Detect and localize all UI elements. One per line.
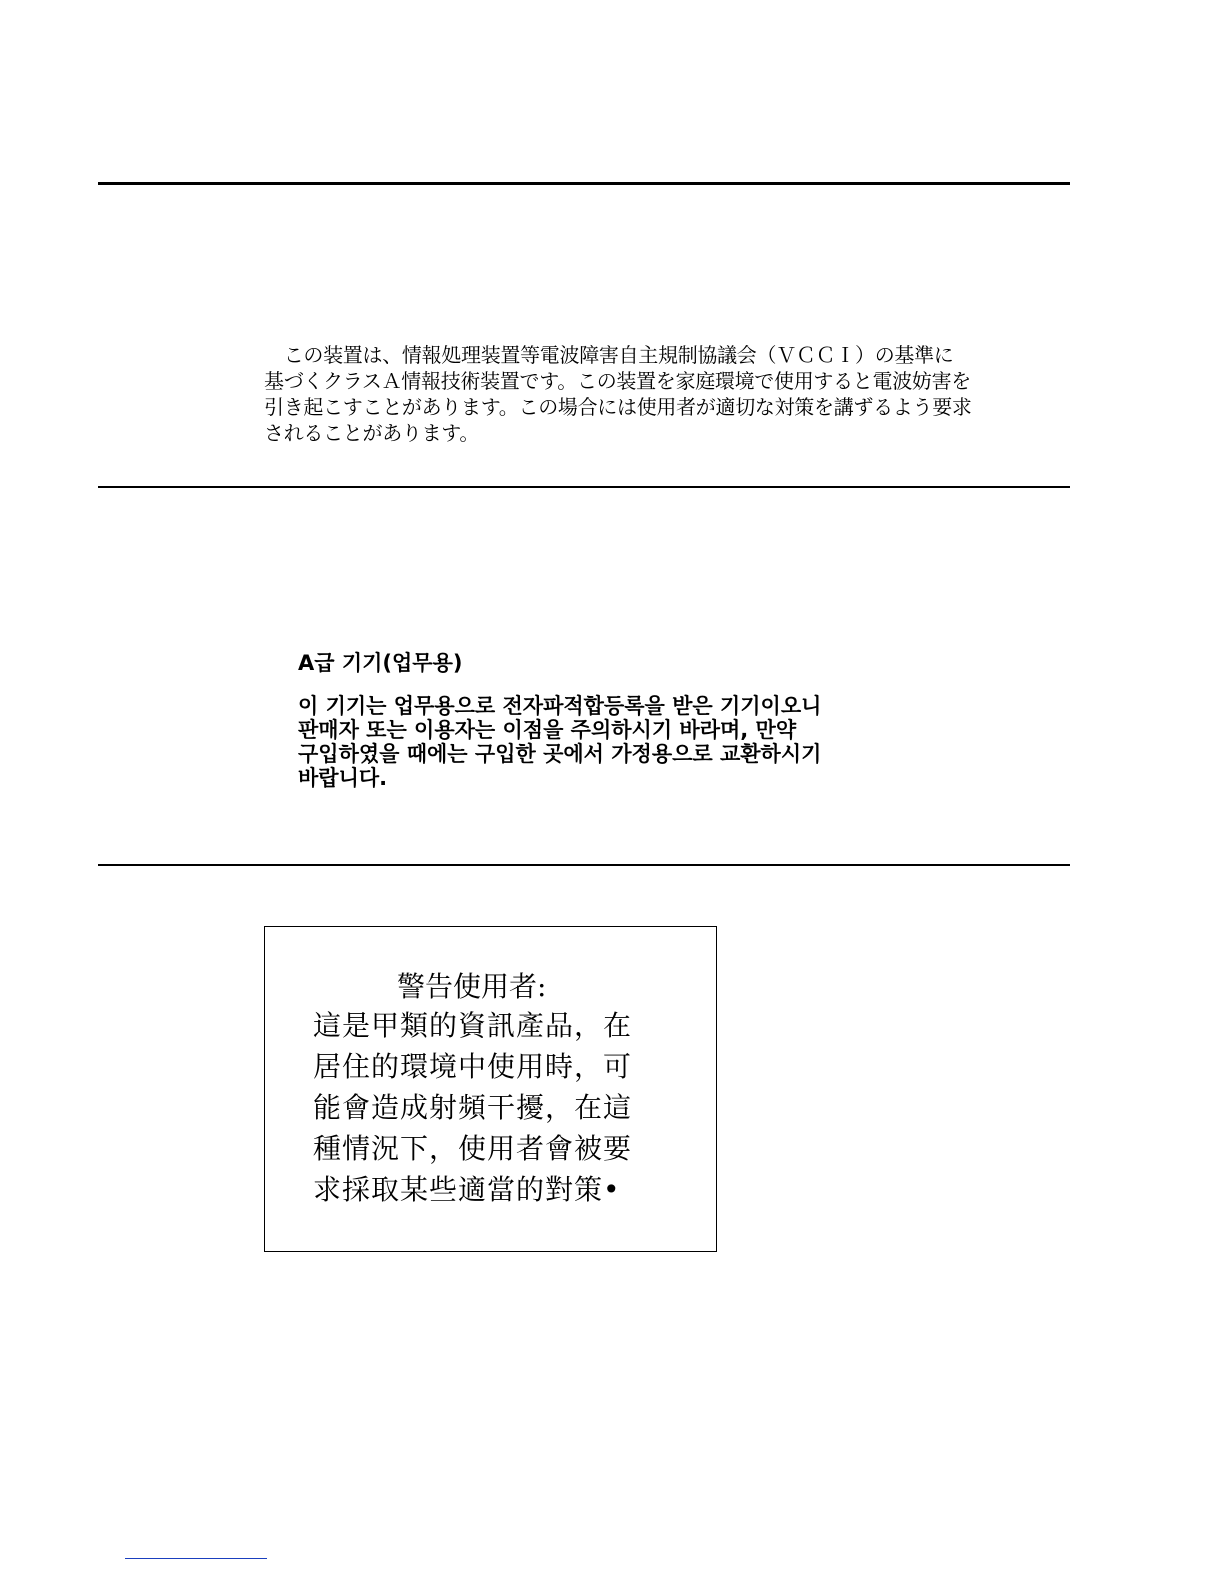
tw-warning-line: 能會造成射頻干擾，在這 bbox=[313, 1091, 633, 1124]
taiwan-warning-box bbox=[264, 926, 717, 1252]
jp-notice-line: 引き起こすことがあります。この場合には使用者が適切な対策を講ずるよう要求 bbox=[264, 395, 972, 419]
kr-notice-line: 판매자 또는 이용자는 이점을 주의하시기 바라며, 만약 bbox=[298, 718, 797, 742]
vcci-japan-notice bbox=[264, 342, 1070, 446]
footer-link-underline[interactable] bbox=[125, 1558, 267, 1559]
tw-warning-line: 居住的環境中使用時，可 bbox=[313, 1050, 633, 1083]
kr-notice-line: 구입하였을 때에는 구입한 곳에서 가정용으로 교환하시기 bbox=[298, 742, 822, 766]
tw-warning-text bbox=[313, 1005, 632, 1210]
jp-notice-line: されることがあります。 bbox=[264, 421, 480, 445]
middle-divider bbox=[98, 486, 1070, 488]
jp-notice-line: 基づくクラスＡ情報技術装置です。この装置を家庭環境で使用すると電波妨害を bbox=[264, 369, 971, 393]
korea-class-a-notice bbox=[298, 648, 978, 790]
jp-notice-line: この装置は、情報処理装置等電波障害自主規制協議会（ＶＣＣＩ）の基準に bbox=[264, 343, 954, 367]
lower-divider bbox=[98, 864, 1070, 866]
tw-warning-line: 求採取某些適當的對策• bbox=[313, 1173, 621, 1206]
tw-warning-heading: 警告使用者: bbox=[397, 970, 547, 1003]
tw-warning-line: 這是甲類的資訊產品，在 bbox=[313, 1009, 633, 1042]
top-divider bbox=[98, 182, 1070, 185]
kr-notice-line: 이 기기는 업무용으로 전자파적합등록을 받은 기기이오니 bbox=[298, 694, 822, 718]
tw-warning-line: 種情況下，使用者會被要 bbox=[313, 1132, 633, 1165]
kr-notice-line: 바랍니다. bbox=[298, 766, 388, 790]
kr-notice-title: A급 기기(업무용) bbox=[298, 651, 463, 675]
